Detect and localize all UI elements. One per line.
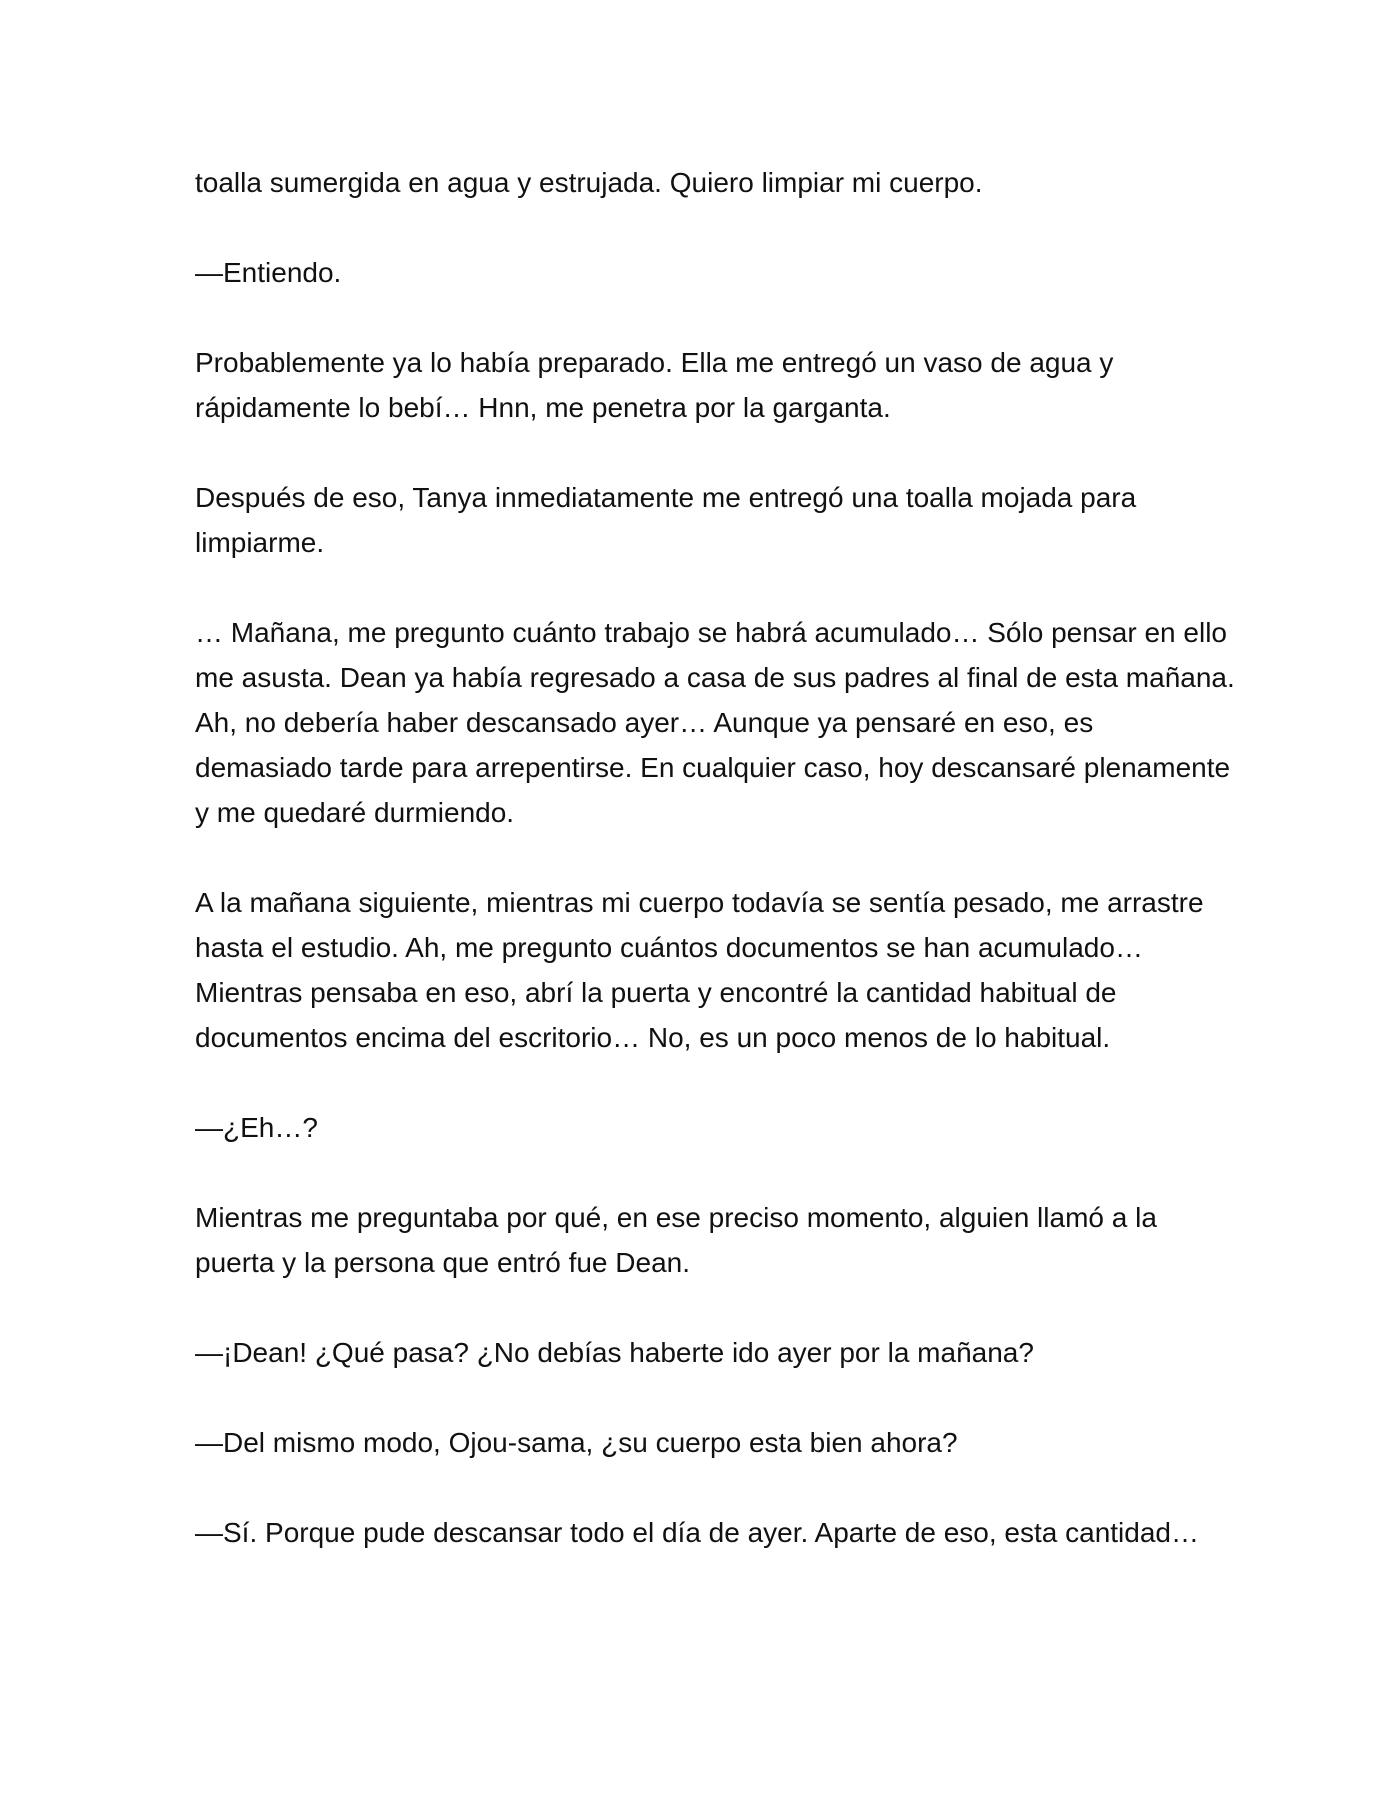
paragraph: A la mañana siguiente, mientras mi cuerpo todavía se sentía pesado, me arrastre hasta el estudio. Ah, me pregunto cuántos documentos se han acumulado… Mientras pensaba en eso, abrí la puerta y encontré la cantidad habitual de documentos encima del escritorio… No, es un poco menos de lo habitual. <box>195 887 1204 1053</box>
paragraph: Mientras me preguntaba por qué, en ese preciso momento, alguien llamó a la puerta y la persona que entró fue Dean. <box>195 1202 1157 1278</box>
paragraph: —Entiendo. <box>195 257 342 288</box>
paragraph: —¡Dean! ¿Qué pasa? ¿No debías haberte ido ayer por la mañana? <box>195 1337 1034 1368</box>
paragraph: … Mañana, me pregunto cuánto trabajo se habrá acumulado… Sólo pensar en ello me asusta. Dean ya había regresado a casa de sus padres al final de esta mañana. Ah, no debería haber descansado ayer… Aunque ya pensaré en eso, es demasiado tarde para arrepentirse. En cualquier caso, hoy descansaré plenamente y me quedaré durmiendo. <box>195 617 1235 828</box>
paragraph: Probablemente ya lo había preparado. Ella me entregó un vaso de agua y rápidamente lo bebí… Hnn, me penetra por la garganta. <box>195 347 1114 423</box>
document-body <box>195 160 1235 1600</box>
paragraph: —Del mismo modo, Ojou-sama, ¿su cuerpo esta bien ahora? <box>195 1427 958 1458</box>
paragraph: —Sí. Porque pude descansar todo el día de ayer. Aparte de eso, esta cantidad… <box>195 1517 1199 1548</box>
paragraph: toalla sumergida en agua y estrujada. Quiero limpiar mi cuerpo. <box>195 167 983 198</box>
paragraph: —¿Eh…? <box>195 1112 318 1143</box>
paragraph: Después de eso, Tanya inmediatamente me entregó una toalla mojada para limpiarme. <box>195 482 1137 558</box>
